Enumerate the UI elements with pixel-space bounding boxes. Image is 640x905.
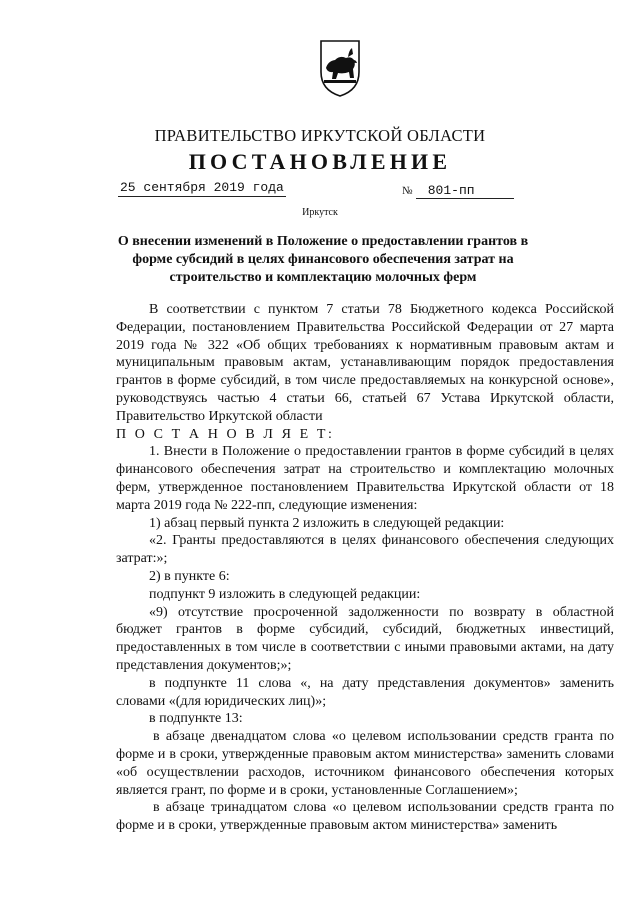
paragraph-thirteen-change: в абзаце тринадцатом слова «о целевом использовании средств гранта по форме и в сроки, утвержденные правовым актом министерства» заменить <box>116 800 614 834</box>
document-date <box>118 180 286 195</box>
number-value: 801-пп <box>416 183 514 199</box>
subitem-2-paragraph: 2) в пункте 6: <box>149 568 230 584</box>
preamble-paragraph: В соответствии с пунктом 7 статьи 78 Бюджетного кодекса Российской Федерации, постановлением Правительства Российской Федерации от 27 марта 2019 года № 322 «Об общих требованиях к нормативным правовым актам и муниципальным правовым актам, устанавливающим порядок предоставления грантов в форме субсидий, в том числе предоставляемых на конкурсной основе», руководствуясь частью 4 статьи 66, статьей 67 Устава Иркутской области, Правительство Иркутской области <box>116 302 614 424</box>
document-body <box>116 301 614 835</box>
document-number <box>402 182 514 199</box>
document-type-title: ПОСТАНОВЛЕНИЕ <box>188 149 452 174</box>
number-label: № <box>402 185 413 197</box>
quote-2-paragraph: «2. Гранты предоставляются в целях финансового обеспечения следующих затрат:»; <box>116 533 614 567</box>
government-name: ПРАВИТЕЛЬСТВО ИРКУТСКОЙ ОБЛАСТИ <box>154 126 486 145</box>
subpoint-13-paragraph: в подпункте 13: <box>149 711 243 727</box>
document-heading: О внесении изменений в Положение о предоставлении грантов в форме субсидий в целях финансового обеспечения затрат на строительство и комплектацию молочных ферм <box>117 234 529 285</box>
resolves-word: П О С Т А Н О В Л Я Е Т: <box>116 426 335 442</box>
date-value: 25 сентября 2019 года <box>120 180 284 195</box>
subitem-1-paragraph: 1) абзац первый пункта 2 изложить в следующей редакции: <box>149 515 505 531</box>
subpoint-11-paragraph: в подпункте 11 слова «, на дату представления документов» заменить словами «(для юридических лиц)»; <box>116 675 614 709</box>
city-name: Иркутск <box>302 207 338 218</box>
irkutsk-coat-of-arms-icon <box>318 38 362 98</box>
item-1-paragraph: 1. Внести в Положение о предоставлении грантов в форме субсидий в целях финансового обеспечения затрат на строительство и комплектацию молочных ферм, утвержденное постановлением Правительства Иркутской области от 18 марта 2019 года № 222-пп, следующие изменения: <box>116 444 614 513</box>
paragraph-twelve-change: в абзаце двенадцатом слова «о целевом использовании средств гранта по форме и в сроки, утвержденные правовым актом министерства» заменить словами «об осуществлении расходов, источником финансового обеспечения которых является грант, по форме и в сроки, установленные Соглашением»; <box>116 729 614 798</box>
subpoint-9-paragraph: подпункт 9 изложить в следующей редакции: <box>149 586 421 602</box>
quote-9-paragraph: «9) отсутствие просроченной задолженности по возврату в областной бюджет грантов в форме субсидий, субсидий, бюджетных инвестиций, предоставленных в том числе в соответствии с иными правовыми актами, на дату представления документов;»; <box>116 604 614 673</box>
